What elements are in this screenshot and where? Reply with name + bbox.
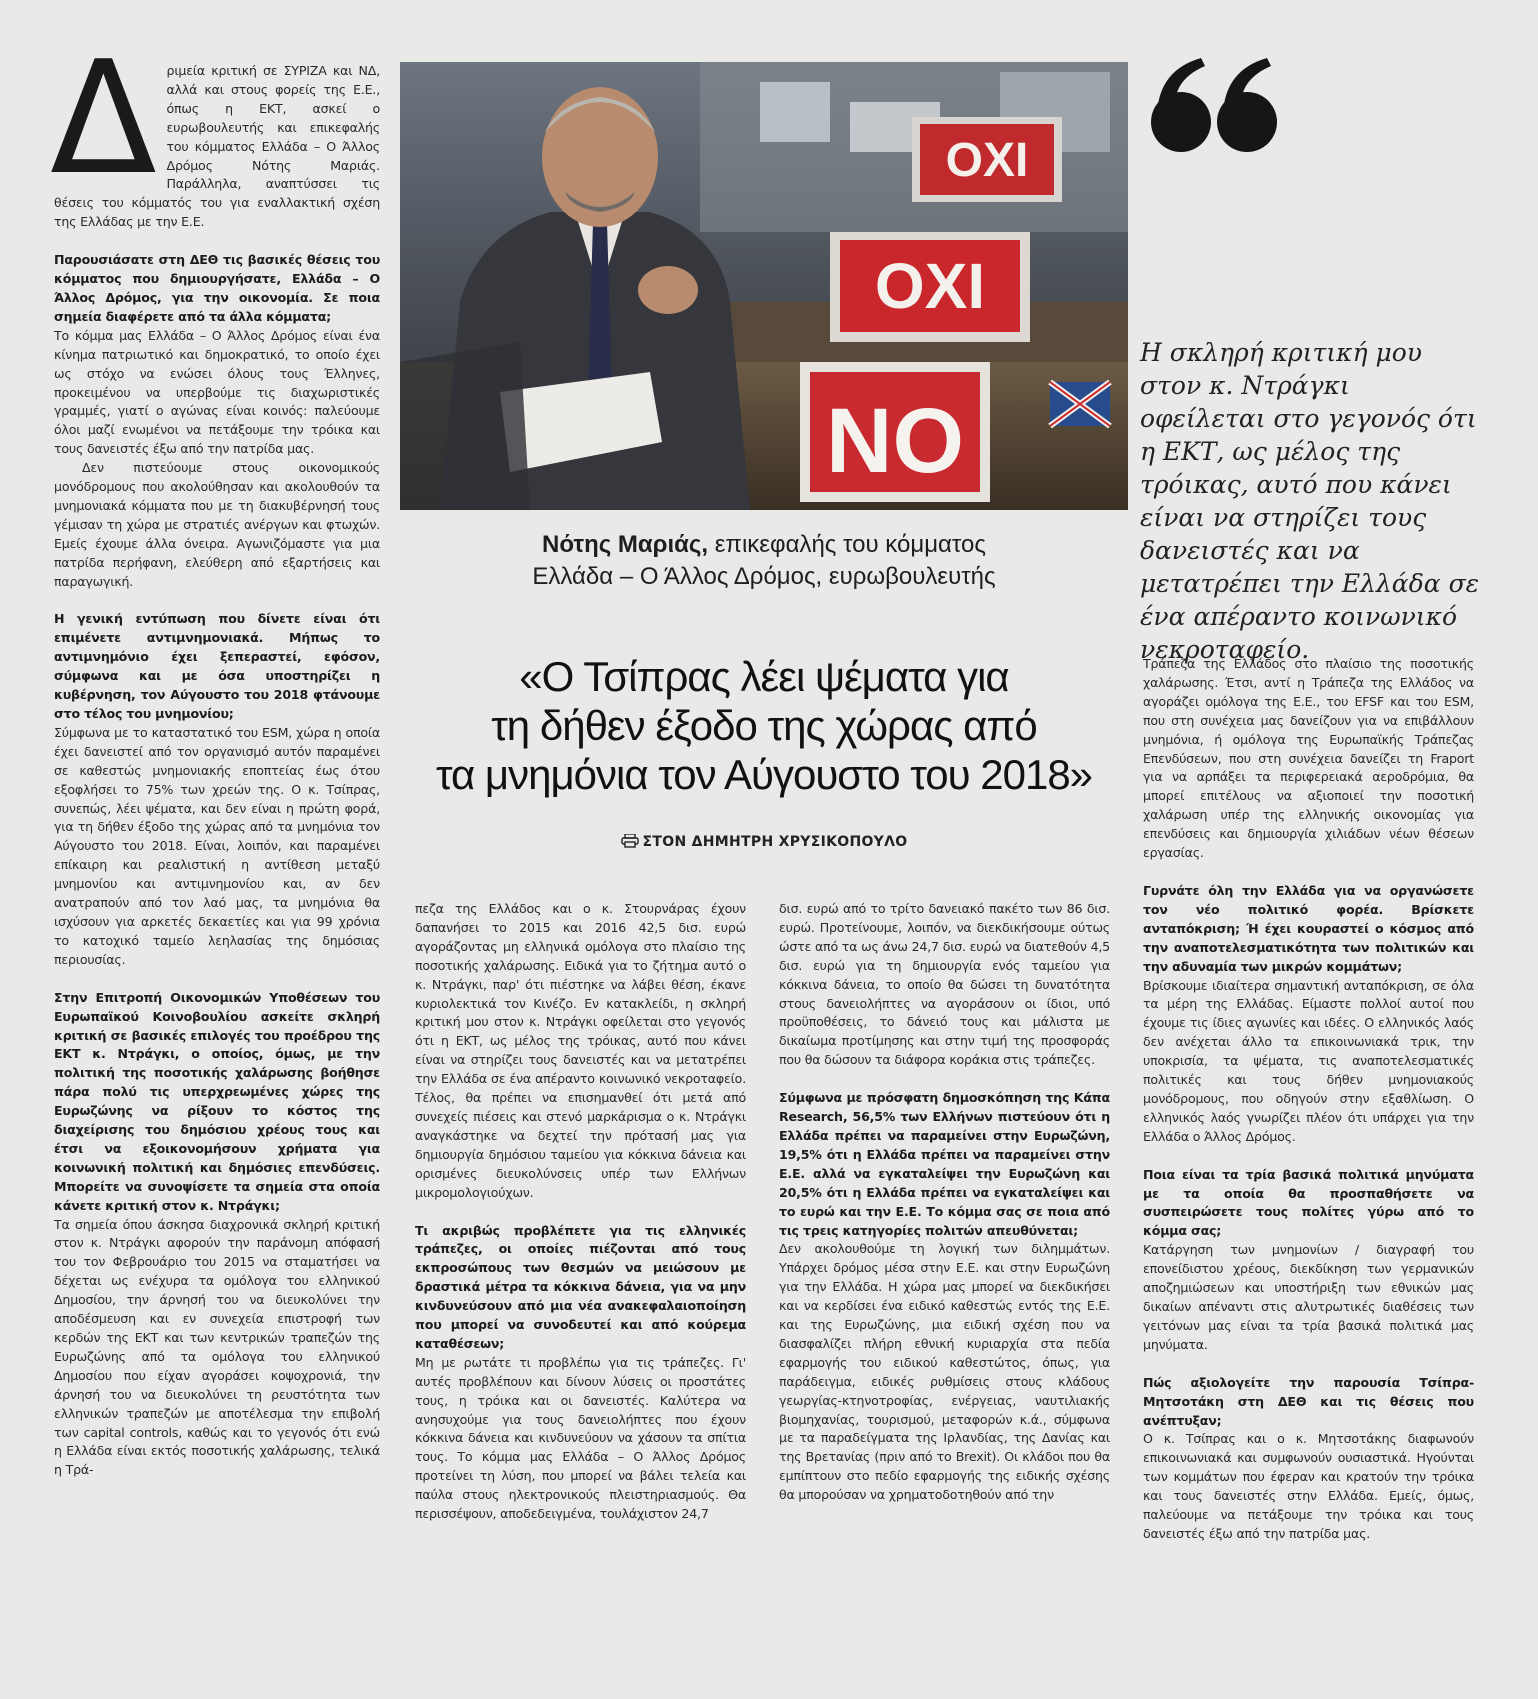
col3-question: Σύμφωνα με πρόσφατη δημοσκόπηση της Κάπα Research, 56,5% των Ελλήνων πιστεύουν ότι η Ελλάδα πρέπει να παραμείνει στην Ευρωζώνη, 19,5% ότι η Ελλάδα πρέπει να παραμείνει στην Ε.Ε. αλλά να εγκαταλείψει την Ευρωζώνη και 20,5% ότι η Ελλάδα πρέπει να εγκαταλείψει και το ευρώ και την Ε.Ε. Το κόμμα σας σε ποια από τις τρεις κατηγορίες πολιτών απευθύνεται; bbox=[779, 1090, 1110, 1238]
pull-quote: Η σκληρή κριτική μου στον κ. Ντράγκι οφείλεται στο γεγονός ότι η ΕΚΤ, ως μέλος της τρόικας, αυτό που κάνει είναι να στηρίζει τους δανειστές και να μετατρέπει την Ελλάδα σε ένα απέραντο κοινωνικό νεκροταφείο. bbox=[1140, 338, 1480, 664]
photo-illustration bbox=[400, 62, 1128, 510]
photo-caption bbox=[400, 529, 1128, 593]
caption-name: Νότης Μαριάς, bbox=[542, 531, 709, 558]
sign-no: NO bbox=[826, 390, 964, 492]
column-4 bbox=[1143, 655, 1474, 1544]
answer-2: Σύμφωνα με το καταστατικό του ESM, χώρα η οποία έχει δανειστεί από τον οργανισμό αυτόν παραμένει σε καθεστώς μνημονιακής εποπτείας έως ότου εξοφλήσει το 75% των χρεών της. Ο κ. Τσίπρας, συνεπώς, λέει ψέματα, και δεν είναι η πρώτη φορά, για τη δήθεν έξοδο της χώρας από τα μνημόνια τον Αύγουστο του 2018. Είναι, λοιπόν, και παραμένει επίκαιρη και ρεαλιστική η αντίθεση μεταξύ μνημονίου και αντιμνημονίου και, αν δεν ανατραπούν από τον λαό μας, τα μνημόνια θα ισχύσουν για αρκετές δεκαετίες και για 99 χρόνια το κατοχικό ταμείο λεηλασίας της δημόσιας περιουσίας. bbox=[54, 724, 380, 967]
caption-role-line1: επικεφαλής του κόμματος bbox=[708, 531, 986, 558]
sign-oxi-middle: OXI bbox=[874, 250, 986, 322]
printer-icon bbox=[621, 834, 639, 852]
answer-1-p2: Δεν πιστεύουμε στους οικονομικούς μονόδρομους που ακολούθησαν και ακολουθούν τα μνημονιακά κόμματα που με τη διακυβέρνησή τους γέμισαν τη χώρα με στρατιές ανέργων και φτωχών. Εμείς έχουμε άλλα όνειρα. Αγωνιζόμαστε για μια πατρίδα περήφανη, ελεύθερη από εξαρτήσεις και παραγωγική. bbox=[54, 460, 380, 589]
column-3 bbox=[779, 900, 1110, 1505]
headline-line2: τη δήθεν έξοδο της χώρας από bbox=[491, 702, 1037, 749]
col4-question-2: Ποια είναι τα τρία βασικά πολιτικά μηνύματα με τα οποία θα προσπαθήσετε να συσπειρώσετε τους πολίτες γύρω από το κόμμα σας; bbox=[1143, 1166, 1474, 1239]
col4-answer-3: Ο κ. Τσίπρας και ο κ. Μητσοτάκης διαφωνούν επικοινωνιακά και συμφωνούν ουσιαστικά. Ηγούνται των κομμάτων που έφεραν και κρατούν την τρόικα και τους δανειστές στην Ελλάδα. Εμείς, όμως, παλεύουμε να πετάξουμε την τρόικα και τους δανειστές έξω από την πατρίδα μας. bbox=[1143, 1431, 1474, 1541]
answer-3: Τα σημεία όπου άσκησα διαχρονικά σκληρή κριτική στον κ. Ντράγκι αφορούν την παράνομη απόφασή του τον Φεβρουάριο του 2015 να σταματήσει να δέχεται ως ενέχυρα τα ομόλογα του ελληνικού Δημοσίου, την άρνησή του να διευκολύνει την αποδέσμευση και εν συνεχεία επιστροφή των κερδών της ΕΚΤ και των κεντρικών τραπεζών της Ευρωζώνης από τα ομόλογα του ελληνικού Δημοσίου που είχαν αγοράσει κοψοχρονιά, την άρνησή του να διευκολύνει τη ρευστότητα των ελληνικών τραπεζών με αποτέλεσμα την επιβολή των capital controls, καθώς και το γεγονός ότι ενώ η Ελλάδα είναι εκτός ποσοτικής χαλάρωσης, τελικά η Τρά- bbox=[54, 1216, 380, 1478]
headline-line1: «Ο Τσίπρας λέει ψέματα για bbox=[519, 653, 1009, 700]
headline bbox=[400, 652, 1128, 799]
caption-role-line2: Ελλάδα – Ο Άλλος Δρόμος, ευρωβουλευτής bbox=[532, 563, 996, 590]
byline bbox=[400, 834, 1128, 852]
col4-answer-2: Κατάργηση των μνημονίων / διαγραφή του επονείδιστου χρέους, διεκδίκηση των γερμανικών αποζημιώσεων και υποστήριξη των εθνικών μας δικαίων απέναντι στις αλυτρωτικές διαθέσεις των γειτόνων μας είναι τα τρία βασικά πολιτικά μας μηνύματα. bbox=[1143, 1242, 1474, 1352]
col2-answer: Μη με ρωτάτε τι προβλέπω για τις τράπεζες. Γι' αυτές προβλέπουν και δίνουν λύσεις οι προστάτες τους, η τρόικα και οι δανειστές. Καλύτερα να ανησυχούμε για τους δανειολήπτες που έχουν κόκκινα δάνεια και κινδυνεύουν να χάσουν τα σπίτια τους. Το κόμμα μας Ελλάδα – Ο Άλλος Δρόμος προτείνει τη λύση, που μπορεί να βάλει τελεία και παύλα στους ηλεκτρονικούς πλειστηριασμούς. Θα περισσέψουν, αποδεδειγμένα, τουλάχιστον 24,7 bbox=[415, 1354, 746, 1522]
col2-paragraph-1: πεζα της Ελλάδος και ο κ. Στουρνάρας έχουν δαπανήσει το 2015 και 2016 42,5 δισ. ευρώ αγοράζοντας μη ελληνικά ομόλογα στο πλαίσιο της ποσοτικής χαλάρωσης. Ειδικά για το ζήτημα αυτό ο κ. Ντράγκι, παρ' ότι πιέστηκε να λάβει θέση, έκανε κυριολεκτικά τον Κινέζο. Εν κατακλείδι, η σκληρή κριτική μου στον κ. Ντράγκι οφείλεται στο γεγονός ότι η ΕΚΤ, ως μέλος της τρόικας, αυτό που κάνει είναι να στηρίζει τους δανειστές και να μετατρέπει την Ελλάδα σε ένα απέραντο κοινωνικό νεκροταφείο. Τέλος, θα πρέπει να επισημανθεί ότι μετά από συνεχείς πιέσεις και στενό μαρκάρισμα ο κ. Ντράγκι αναγκάστηκε να δεχτεί την πρότασή μας για δημιουργία δημόσιου ταμείου για κόκκινα δάνεια και ορισμένες διευκολύνσεις υπέρ των Ελλήνων μικρομολογιούχων. bbox=[415, 901, 746, 1200]
col3-answer: Δεν ακολουθούμε τη λογική των διλημμάτων. Υπάρχει δρόμος μέσα στην Ε.Ε. και στην Ευρωζώνη για την Ελλάδα. Η χώρα μας μπορεί να διεκδικήσει και να κερδίσει ένα ειδικό καθεστώς εντός της Ε.Ε. και της Ευρωζώνης, μια ειδική σχέση που να διασφαλίζει πλήρη εθνική κυριαρχία στα πεδία εφαρμογής του ειδικού καθεστώτος, όπως, για παράδειγμα, ειδικές ρυθμίσεις στους κλάδους γεωργίας-κτηνοτροφίας, ενέργειας, ναυτιλιακής βιομηχανίας, τουρισμού, μεταφορών κ.ά., σύμφωνα με τα παραδείγματα της Ιρλανδίας, της Δανίας και της Βρετανίας (πριν από το Brexit). Οι κλάδοι που θα εμπίπτουν στο πεδίο εφαρμογής της ειδικής σχέσης θα μπορούσαν να χρηματοδοτηθούν από την bbox=[779, 1241, 1110, 1503]
col2-question: Τι ακριβώς προβλέπετε για τις ελληνικές τράπεζες, οι οποίες πιέζονται από τους εκπροσώπους των θεσμών να μειώσουν με δραστικά μέτρα τα κόκκινα δάνεια, για να μην κινδυνεύσουν από μια νέα ανακεφαλαιοποίηση που μπορεί να συνοδευτεί και από κούρεμα καταθέσεων; bbox=[415, 1222, 746, 1351]
col4-question-3: Πώς αξιολογείτε την παρουσία Τσίπρα-Μητσοτάκη στη ΔΕΘ και τις θέσεις που ανέπτυξαν; bbox=[1143, 1374, 1474, 1428]
col4-paragraph-1: Τράπεζα της Ελλάδος στο πλαίσιο της ποσοτικής χαλάρωσης. Έτσι, αντί η Τράπεζα της Ελλάδος να αγοράζει ομόλογα της Ε.Ε., του EFSF και του ESM, που στη συνέχεια μας δανείζουν για να επιβάλλουν μνημόνια, ή ομόλογα της Ευρωπαϊκής Τράπεζας Επενδύσεων, που στη συνέχεια δανείζει τη Fraport για να αρπάξει τα περιφερειακά αεροδρόμια, θα μπορεί επιτέλους να αξιοποιεί την ποσοτική χαλάρωση υπέρ της ελληνικής οικονομίας για επενδύσεις και δημιουργία χιλιάδων νέων θέσεων εργασίας. bbox=[1143, 656, 1474, 861]
question-1: Παρουσιάσατε στη ΔΕΘ τις βασικές θέσεις του κόμματος που δημιουργήσατε, Ελλάδα – Ο Άλλος Δρόμος, για την οικονομία. Σε ποια σημεία διαφέρετε από τα άλλα κόμματα; bbox=[54, 252, 380, 324]
byline-text: ΣΤΟΝ ΔΗΜΗΤΡΗ ΧΡΥΣΙΚΟΠΟΥΛΟ bbox=[642, 834, 908, 850]
quote-mark-icon bbox=[1143, 52, 1283, 162]
sign-oxi-top: OXI bbox=[945, 134, 1029, 187]
question-2: Η γενική εντύπωση που δίνετε είναι ότι επιμένετε αντιμνημονιακά. Μήπως το αντιμνημόνιο έχει ξεπεραστεί, εφόσον, σύμφωνα και με όσα υποστηρίζει η κυβέρνηση, τον Αύγουστο του 2018 φτάνουμε στο τέλος του μνημονίου; bbox=[54, 611, 380, 721]
headline-line3: τα μνημόνια τον Αύγουστο του 2018» bbox=[435, 751, 1093, 798]
intro-paragraph: ριμεία κριτική σε ΣΥΡΙΖΑ και ΝΔ, αλλά και στους φορείς της Ε.Ε., όπως η ΕΚΤ, ασκεί ο ευρωβουλευτής και επικεφαλής του κόμματος Ελλάδα – Ο Άλλος Δρόμος Νότης Μαριάς. Παράλληλα, αναπτύσσει τις θέσεις του κόμματός του για εναλλακτική σχέση της Ελλάδας με την Ε.Ε. bbox=[54, 63, 380, 230]
col4-question-1: Γυρνάτε όλη την Ελλάδα για να οργανώσετε τον νέο πολιτικό φορέα. Βρίσκετε ανταπόκριση; Ή έχει κουραστεί ο κόσμος από την αναποτελεσματικότητα των πολιτικών και την αδυναμία των μικρών κομμάτων; bbox=[1143, 882, 1474, 974]
column-2 bbox=[415, 900, 746, 1524]
drop-cap: Δ bbox=[50, 27, 157, 209]
question-3: Στην Επιτροπή Οικονομικών Υποθέσεων του Ευρωπαϊκού Κοινοβουλίου ασκείτε σκληρή κριτική σε βασικές επιλογές του προέδρου της ΕΚΤ κ. Ντράγκι, ο οποίος, όμως, με την πολιτική της ποσοτικής χαλάρωσης βοήθησε πάρα πολύ τις υπερχρεωμένες χώρες της Ευρωζώνης να ρίξουν το κόστος της διαχείρισης του δημόσιου χρέους τους και έτσι να εξοικονομήσουν χρήματα για κοινωνική πολιτική και δημόσιες επενδύσεις. Μπορείτε να συνοψίσετε τα σημεία στα οποία κάνετε κριτική στον κ. Ντράγκι; bbox=[54, 989, 380, 1213]
col3-paragraph-1: δισ. ευρώ από το τρίτο δανειακό πακέτο των 86 δισ. ευρώ. Προτείνουμε, λοιπόν, να διεκδικήσουμε ούτως ώστε από τα ως άνω 24,7 δισ. ευρώ να διατεθούν 4,5 δισ. ευρώ για τη δημιουργία ενός ταμείου για κόκκινα δάνεια, το οποίο θα δώσει τη δυνατότητα στους δανειολήπτες να αγοράσουν οι ίδιοι, υπό προϋποθέσεις, το δάνειό τους και μάλιστα με δικαίωμα προτίμησης και στην τιμή της προσφοράς που θα δώσουν τα διάφορα κοράκια στις τράπεζες. bbox=[779, 901, 1110, 1068]
answer-1-p1: Το κόμμα μας Ελλάδα – Ο Άλλος Δρόμος είναι ένα κίνημα πατριωτικό και δημοκρατικό, το οποίο έχει ως στόχο να ενώσει όλους τους Έλληνες, προκειμένου να υπερβούμε τις διαχωριστικές γραμμές, γιατί ο αγώνας είναι κοινός: παλεύουμε όλοι μαζί ενωμένοι να πετάξουμε την τρόικα και τους δανειστές έξω από την πατρίδα μας. bbox=[54, 327, 380, 457]
column-1 bbox=[50, 27, 380, 1480]
politician-photo bbox=[400, 62, 1128, 510]
col4-answer-1: Βρίσκουμε ιδιαίτερα σημαντική ανταπόκριση, σε όλα τα μέρη της Ελλάδας. Είμαστε πολλοί αυτοί που έχουμε τις ίδιες αγωνίες και ιδέες. Ο ελληνικός λαός δεν ανέχεται άλλο τα επικοινωνιακά τρικ, την υποκρισία, τα ψέματα, τις αναποτελεσματικές πολιτικές και τους δήθεν μνημονιακούς μονόδρομους, που οδηγούν στην εξαθλίωση. Ο ελληνικός λαός γνωρίζει πλέον ότι υπάρχει για την Ελλάδα ο Άλλος Δρόμος. bbox=[1143, 977, 1474, 1144]
